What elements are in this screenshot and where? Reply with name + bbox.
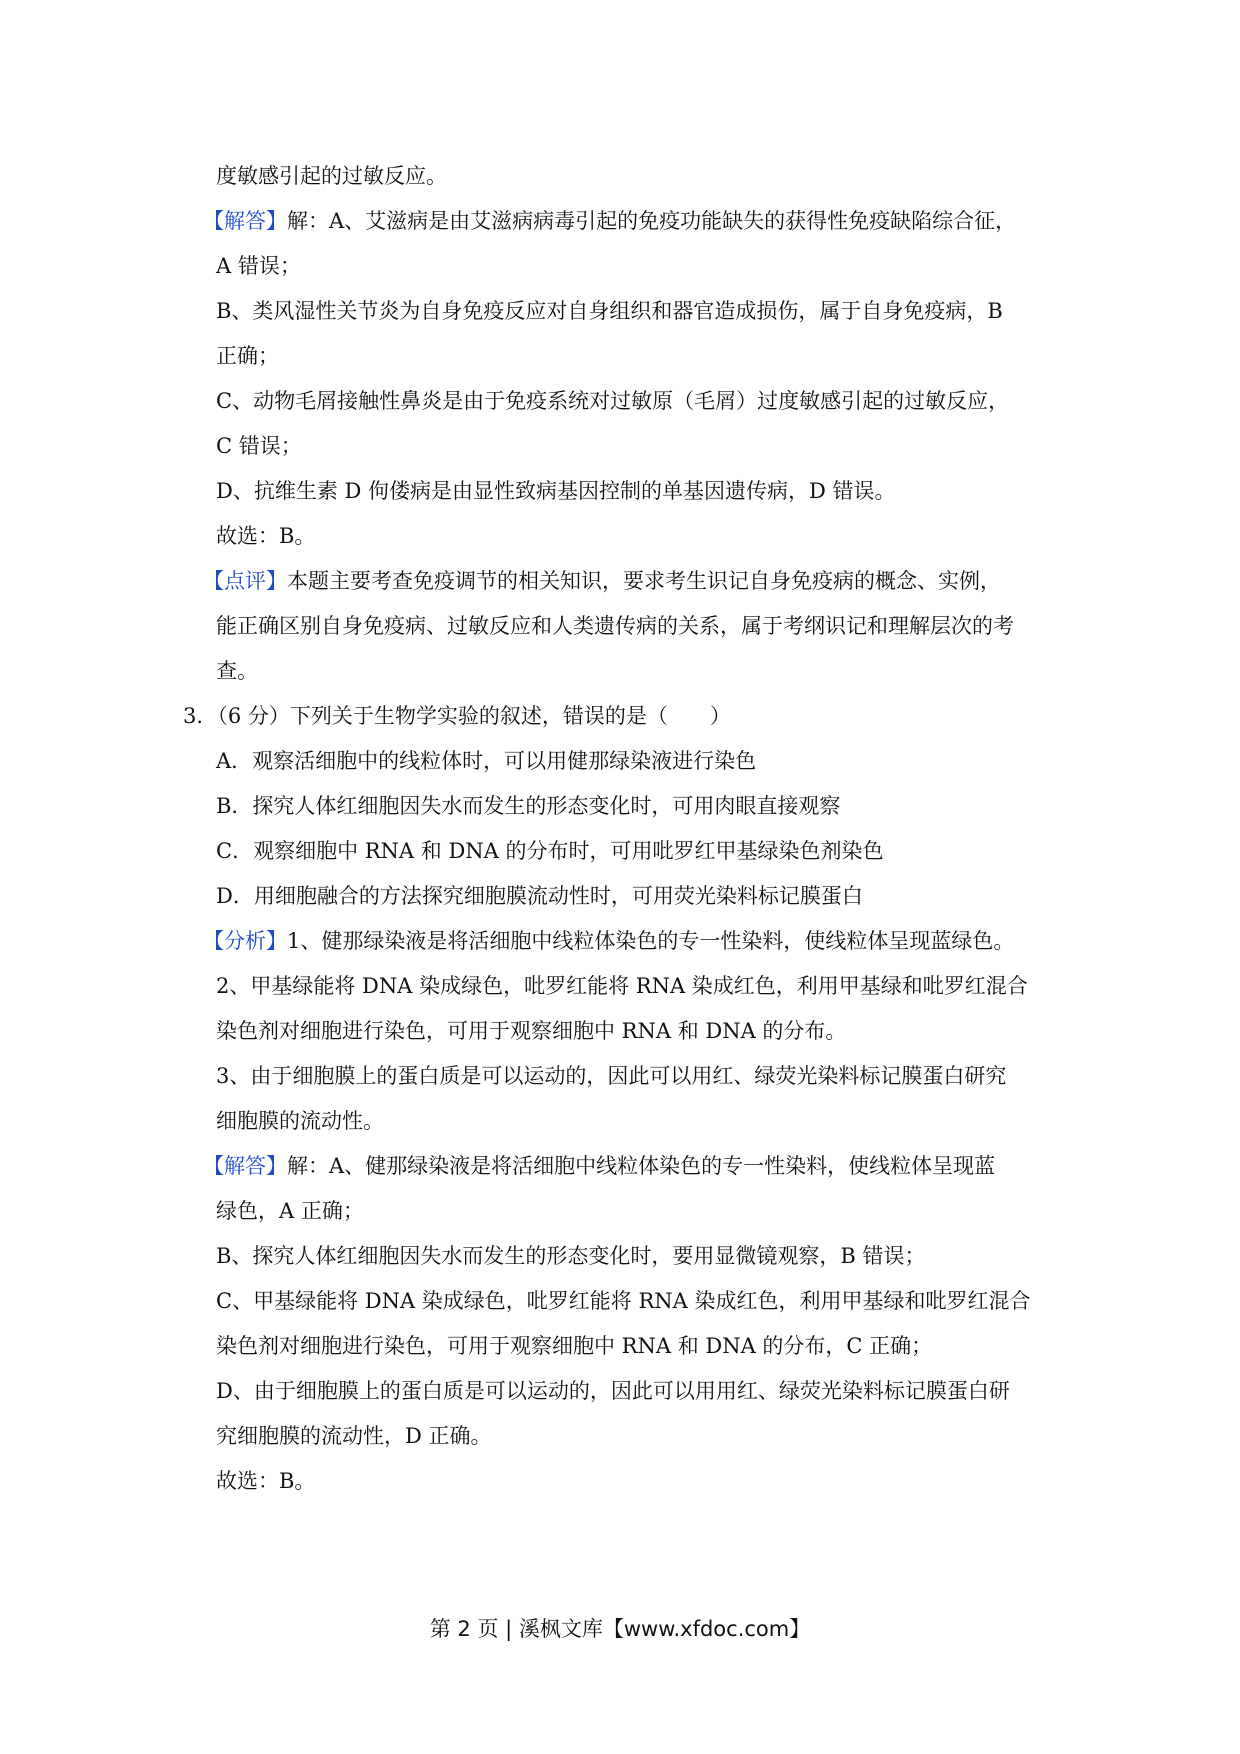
- answer-line: [203, 207, 1016, 235]
- text-line: 1、健那绿染液是将活细胞中线粒体染色的专一性染料，使线粒体呈现蓝绿色。: [287, 929, 1015, 953]
- text-line: C 错误；: [216, 434, 302, 458]
- text-line: 染色剂对细胞进行染色，可用于观察细胞中 RNA 和 DNA 的分布，C 正确；: [216, 1334, 933, 1358]
- answer-tag: 【解答】: [203, 1154, 287, 1178]
- answer-line: [203, 1152, 995, 1180]
- analysis-line: [203, 927, 1014, 955]
- option-a: A．观察活细胞中的线粒体时，可以用健那绿染液进行染色: [216, 749, 757, 773]
- page-footer: 第 2 页 | 溪枫文库【www.xfdoc.com】: [429, 1617, 811, 1641]
- text-line: 2、甲基绿能将 DNA 染成绿色，吡罗红能将 RNA 染成红色，利用甲基绿和吡罗红混合: [216, 974, 1028, 998]
- answer-tag: 【解答】: [203, 209, 287, 233]
- text-line: 能正确区别自身免疫病、过敏反应和人类遗传病的关系，属于考纲识记和理解层次的考: [216, 614, 1014, 638]
- text-line: A 错误；: [216, 254, 301, 278]
- text-line: 度敏感引起的过敏反应。: [216, 164, 447, 188]
- text-line: 本题主要考查免疫调节的相关知识，要求考生识记自身免疫病的概念、实例，: [287, 569, 1001, 593]
- text-line: 解：A、艾滋病是由艾滋病病毒引起的免疫功能缺失的获得性免疫缺陷综合征，: [287, 209, 1017, 233]
- analysis-tag: 【分析】: [203, 929, 287, 953]
- option-d: D．用细胞融合的方法探究细胞膜流动性时，可用荧光染料标记膜蛋白: [216, 884, 863, 908]
- text-line: C、甲基绿能将 DNA 染成绿色，吡罗红能将 RNA 染成红色，利用甲基绿和吡罗红混合: [216, 1289, 1031, 1313]
- text-line: B、探究人体红细胞因失水而发生的形态变化时，要用显微镜观察，B 错误；: [216, 1244, 926, 1268]
- text-line: D、由于细胞膜上的蛋白质是可以运动的，因此可以用用红、绿荧光染料标记膜蛋白研: [216, 1379, 1010, 1403]
- option-c: C．观察细胞中 RNA 和 DNA 的分布时，可用吡罗红甲基绿染色剂染色: [216, 839, 884, 863]
- text-line: 故选：B。: [216, 1469, 316, 1493]
- text-line: 正确；: [216, 344, 279, 368]
- text-line: 3、由于细胞膜上的蛋白质是可以运动的，因此可以用红、绿荧光染料标记膜蛋白研究: [216, 1064, 1007, 1088]
- text-line: B、类风湿性关节炎为自身免疫反应对自身组织和器官造成损伤，属于自身免疫病，B: [216, 299, 1003, 323]
- text-line: 故选：B。: [216, 524, 316, 548]
- text-line: 绿色，A 正确；: [216, 1199, 364, 1223]
- text-line: 细胞膜的流动性。: [216, 1109, 384, 1133]
- option-b: B．探究人体红细胞因失水而发生的形态变化时，可用肉眼直接观察: [216, 794, 841, 818]
- text-line: 解：A、健那绿染液是将活细胞中线粒体染色的专一性染料，使线粒体呈现蓝: [287, 1154, 996, 1178]
- text-line: C、动物毛屑接触性鼻炎是由于免疫系统对过敏原（毛屑）过度敏感引起的过敏反应，: [216, 389, 1010, 413]
- question-stem: 3．（6 分）下列关于生物学实验的叙述，错误的是（ ）: [183, 704, 731, 728]
- text-line: 染色剂对细胞进行染色，可用于观察细胞中 RNA 和 DNA 的分布。: [216, 1019, 847, 1043]
- comment-line: [203, 567, 1001, 595]
- comment-tag: 【点评】: [203, 569, 287, 593]
- text-line: 究细胞膜的流动性，D 正确。: [216, 1424, 492, 1448]
- text-line: D、抗维生素 D 佝偻病是由显性致病基因控制的单基因遗传病，D 错误。: [216, 479, 896, 503]
- text-line: 查。: [216, 659, 258, 683]
